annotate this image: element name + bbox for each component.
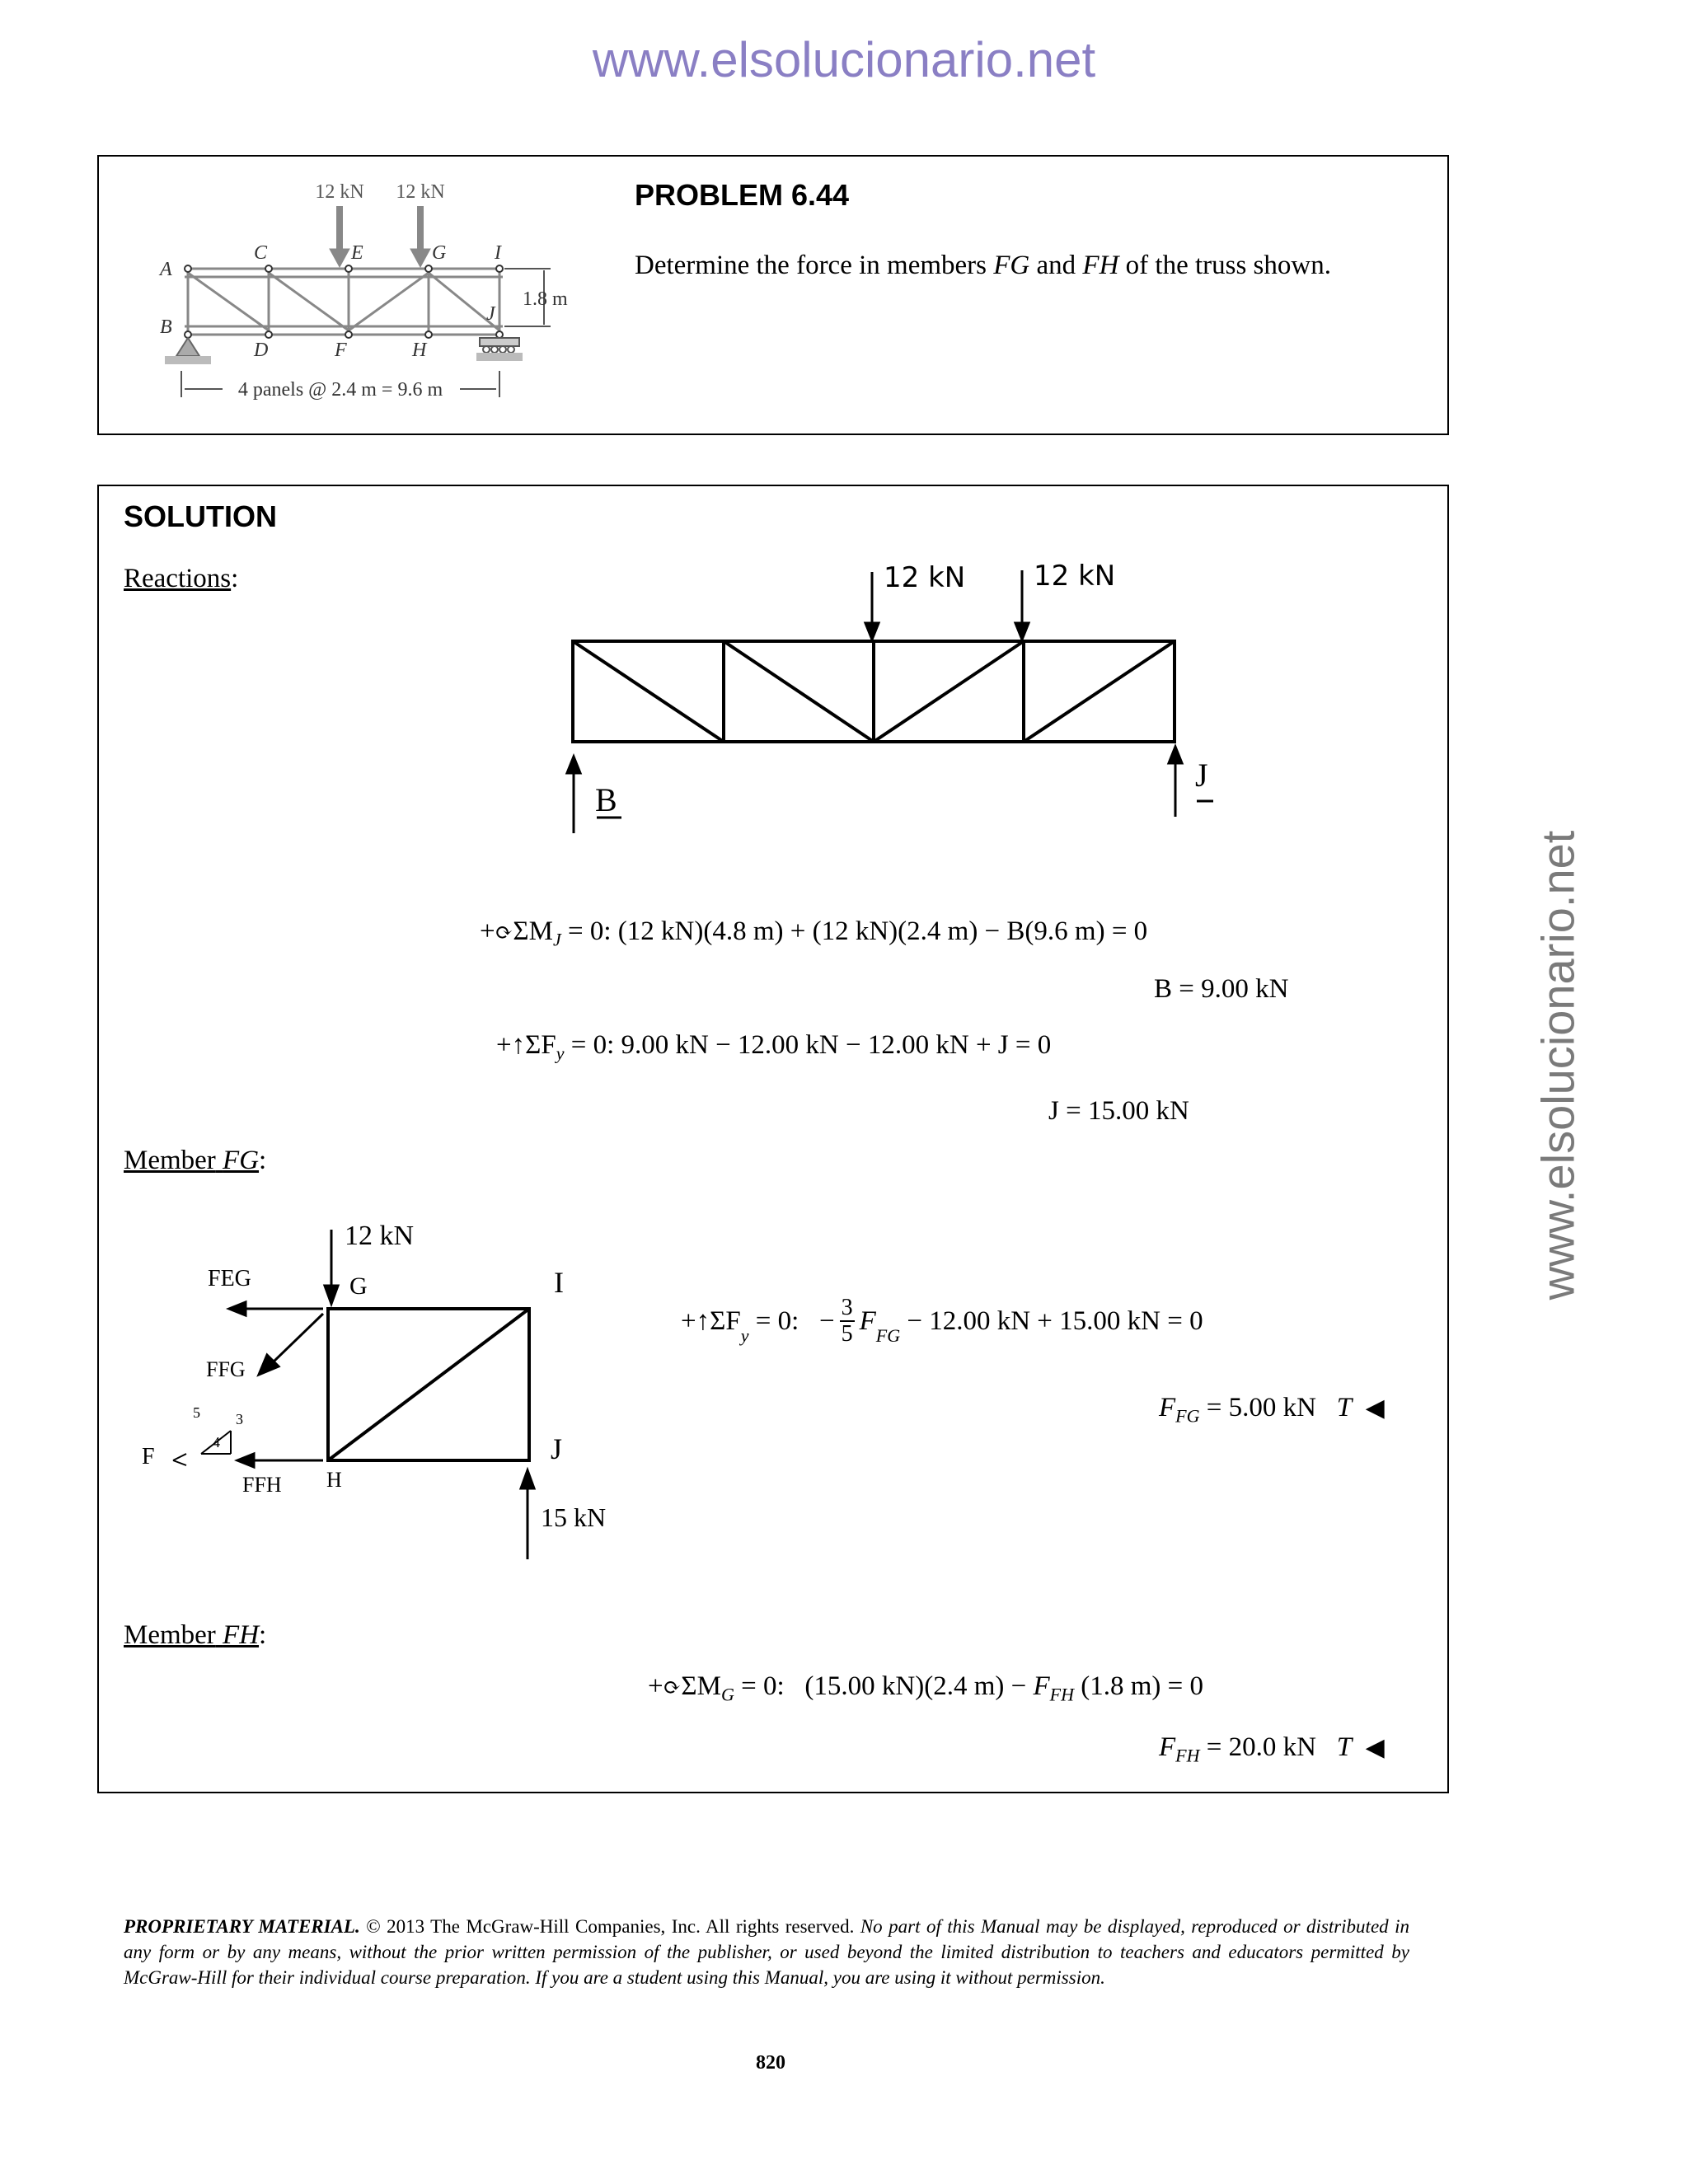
label-h: H [412, 340, 427, 361]
force-equation-y: $+↑\Sigma F_y = 0$: 9.00 kN − 12.00 kN − 12.00 kN + J = 0 [496, 1030, 1052, 1064]
fbd-ffh-label: FFH [242, 1473, 282, 1497]
member-fg-sketch [132, 1220, 659, 1566]
sketch-load-2: 12 kN [1034, 560, 1116, 593]
fbd-i-label: I [554, 1266, 564, 1299]
sketch-reaction-j: J [1195, 757, 1208, 794]
slope-3: 3 [236, 1411, 243, 1427]
moment-equation-g: $+⟳\Sigma M_G = 0$: (15.00 kN)(2.4 $m) - F_{FH}$ (1.8 m) = 0 [648, 1671, 1203, 1705]
reactions-label: Reactions: [124, 564, 239, 593]
page-number: 820 [756, 2052, 785, 2074]
fbd-g-label: G [349, 1272, 368, 1300]
result-b: B = 9.00 kN [1154, 974, 1289, 1004]
span-dimension: 4 panels @ 2.4 m = 9.6 m [237, 379, 443, 401]
result-ffh: $F_{FH} = 20.0$ kN T ◀ [1159, 1732, 1385, 1766]
result-ffg: $F_{FG} = 5.00$ kN T ◀ [1159, 1393, 1385, 1427]
fbd-reaction-label: 15 kN [541, 1502, 607, 1532]
label-d: D [254, 340, 269, 361]
pin-support [176, 338, 199, 356]
slope-triangle [173, 1431, 231, 1465]
label-i: I [495, 242, 501, 264]
result-j: J = 15.00 kN [1048, 1096, 1189, 1126]
slope-4: 4 [213, 1434, 220, 1451]
label-g: G [432, 242, 447, 264]
sketch-load-1: 12 kN [884, 561, 966, 594]
moment-equation-j: $+⟳\Sigma M_J = 0$: (12 kN)(4.8 m) + (12 kN)(2.4 m) − B(9.6 m) = 0 [480, 916, 1148, 950]
solution-heading: SOLUTION [124, 499, 277, 533]
label-a: A [160, 259, 172, 280]
watermark-top: www.elsolucionario.net [592, 32, 1096, 87]
sketch-reaction-b: B [595, 781, 617, 818]
member-fh-label: Member FH: [124, 1620, 267, 1650]
truss-figure [148, 173, 610, 412]
label-j: J [486, 303, 495, 325]
label-e: E [351, 242, 363, 264]
problem-title: PROBLEM 6.44 [635, 178, 850, 212]
reactions-sketch [560, 557, 1236, 846]
roller-support [480, 338, 519, 353]
fbd-load-label: 12 kN [345, 1221, 415, 1251]
height-dimension: 1.8 m [523, 288, 568, 310]
label-c: C [254, 242, 268, 264]
force-equation-fg: + ↑ ΣF $_y$ = 0: − $\frac{3}{5}$ F $_{FG}$ − 12.00 kN + 15.00 kN = 0 [681, 1295, 1203, 1347]
fbd-j-label: J [551, 1432, 563, 1465]
truss-load-label-1: 12 kN [315, 181, 364, 203]
label-f: F [335, 340, 347, 361]
watermark-side: www.elsolucionario.net [1531, 830, 1584, 1301]
fbd-f-label: F [142, 1444, 155, 1469]
fbd-feg-label: FEG [208, 1266, 251, 1291]
fbd-h-label: H [326, 1468, 342, 1492]
footer-notice: PROPRIETARY MATERIAL. © 2013 The McGraw-Hill Companies, Inc. All rights reserved. No part of this Manual may be displayed, reproduced or distributed in any form or by any means, without the prior written permission of the publisher, or used beyond the limited distribution to teachers and educators permitted by McGraw-Hill for their individual course preparation. If you are a student using this Manual, you are using it without permission. [124, 1916, 1409, 1988]
truss-load-label-2: 12 kN [396, 181, 445, 203]
problem-statement: Determine the force in members FG and FH of the truss shown. [635, 251, 1331, 280]
fbd-ffg-label: FFG [206, 1357, 246, 1381]
label-b: B [160, 316, 172, 338]
member-fg-label: Member FG: [124, 1146, 267, 1175]
slope-5: 5 [193, 1404, 200, 1421]
